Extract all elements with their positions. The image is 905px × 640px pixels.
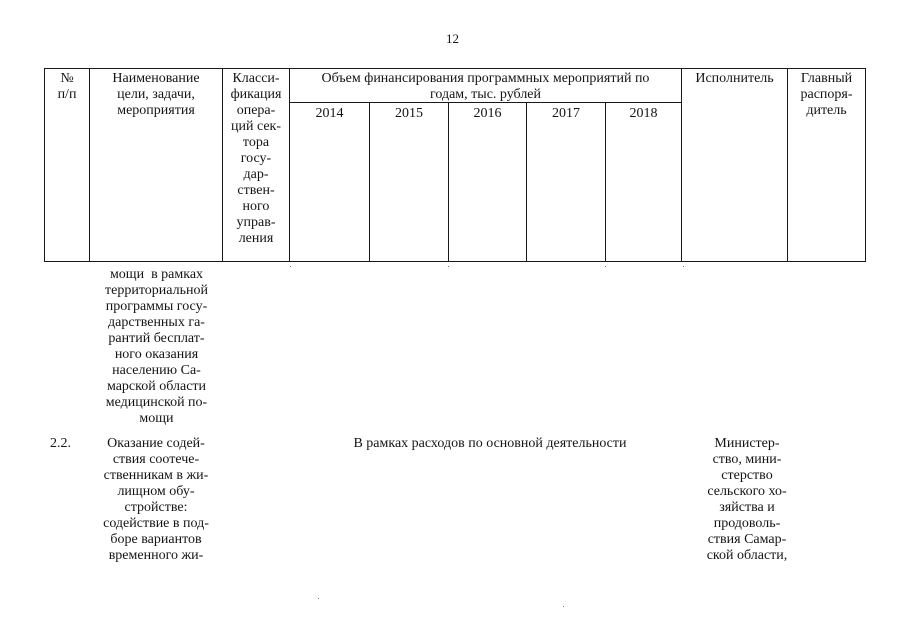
col-executor-header: Исполнитель [695, 71, 774, 86]
row-name: Оказание содей- ствия соотече- ственникам в жи- лищном обу- стройстве: содействие в под- боре вариантов временного жи- [103, 436, 209, 563]
row-number: 2.2. [50, 436, 71, 451]
scan-speck [683, 266, 684, 267]
rule-v6 [526, 102, 527, 262]
col-classification-header: Класси- фикация опера- ций сек- тора госу- дар- ствен- ного управ- ления [230, 71, 282, 246]
row-funding-note: В рамках расходов по основной деятельности [353, 436, 627, 451]
rule-top [44, 68, 866, 69]
year-2016-header: 2016 [473, 106, 502, 121]
rule-v5 [448, 102, 449, 262]
col-number-header: № п/п [57, 71, 77, 102]
year-2017-header: 2017 [552, 106, 580, 121]
scan-speck [318, 598, 319, 599]
row-executor: Министер- ство, мини- стерство сельского хо- зяйства и продоволь- ствия Самар- ской области, [706, 436, 788, 563]
col-manager-header: Главный распоря- дитель [800, 71, 853, 118]
scan-speck [448, 266, 449, 267]
continued-row-name: мощи в рамках территориальной программы госу- дарственных га- рантий бесплат- ного оказания населению Са- марской области медицинской по- мощи [105, 267, 208, 426]
scan-speck [605, 266, 606, 267]
rule-v8 [681, 68, 682, 262]
year-2015-header: 2015 [395, 106, 423, 121]
rule-bottom [44, 261, 866, 262]
rule-v4 [369, 102, 370, 262]
col-name-header: Наименование цели, задачи, мероприятия [112, 71, 200, 118]
col-funding-header: Объем финансирования программных мероприятий по годам, тыс. рублей [321, 71, 650, 102]
page-number: 12 [446, 31, 459, 46]
rule-v10 [865, 68, 866, 262]
scan-speck [563, 606, 564, 607]
year-2014-header: 2014 [315, 106, 344, 121]
rule-v7 [605, 102, 606, 262]
year-2018-header: 2018 [629, 106, 658, 121]
table-header [44, 68, 866, 262]
scan-speck [290, 266, 291, 267]
